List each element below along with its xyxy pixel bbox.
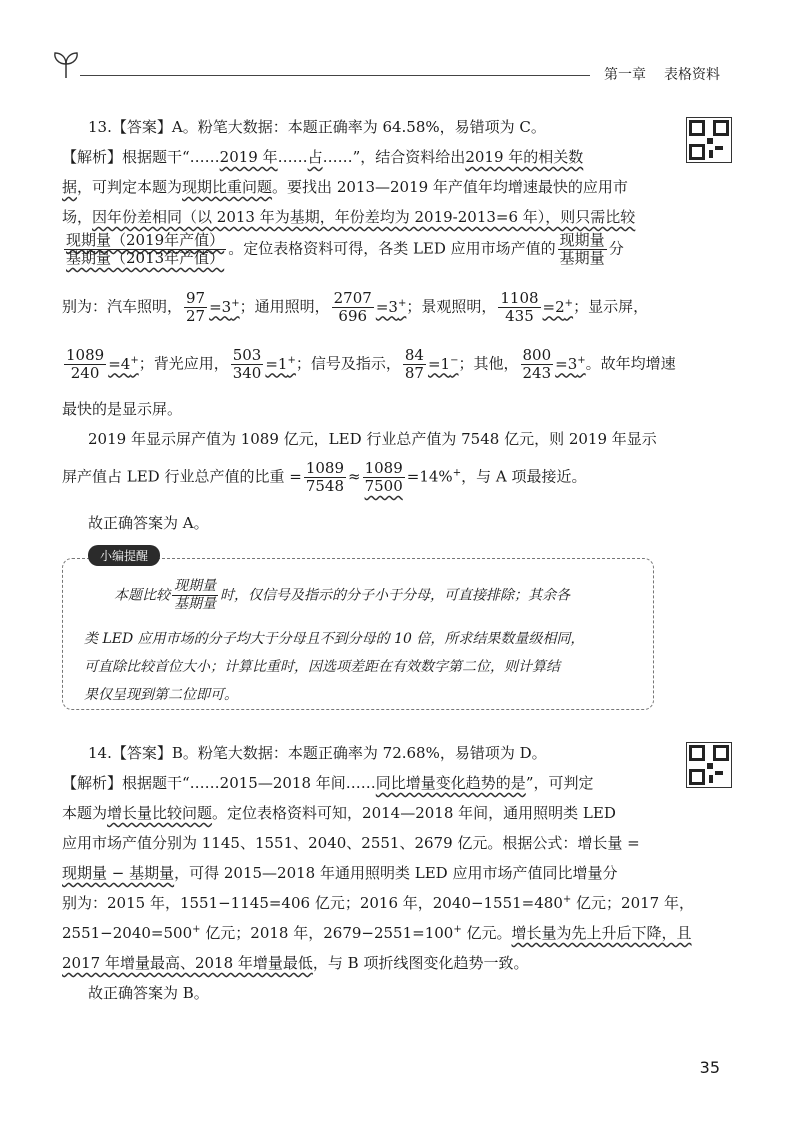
q14-analysis-line: 2551−2040=500+ 亿元；2018 年，2679−2551=100+ 亿元。增长量为先上升后下降，且 xyxy=(62,924,692,942)
q14-analysis-line: 【解析】根据题干“……2015—2018 年间……同比增量变化趋势的是”，可判定 xyxy=(62,774,594,792)
qr-code-icon[interactable] xyxy=(686,742,732,788)
q13-answer-line: 13.【答案】A。粉笔大数据：本题正确率为 64.58%，易错项为 C。 xyxy=(88,118,546,136)
q14-analysis-line: 2017 年增量最高、2018 年增量最低，与 B 项折线图变化趋势一致。 xyxy=(62,954,529,972)
q13-analysis-line: 场，因年份差相同（以 2013 年为基期，年份差均为 2019-2013=6 年），则只需比较 xyxy=(62,208,636,226)
q14-analysis-line: 现期量 − 基期量，可得 2015—2018 年通用照明类 LED 应用市场产值同比增量分 xyxy=(62,864,618,882)
chapter-header xyxy=(586,64,720,84)
q14-analysis-line: 本题为增长量比较问题。定位表格资料可知，2014—2018 年间，通用照明类 LED xyxy=(62,804,616,822)
q13-analysis-line: $\frac{\text{现期量（2019年产值）}}{\text{基期量（2013年产值）}}$ 。定位表格资料可得，各类 LED 应用市场产值的 $\frac{\text{现期量}}{\text{基期量}}$ 分 xyxy=(66,231,624,267)
chapter-title: 表格资料 xyxy=(664,67,720,83)
tip-label: 小编提醒 xyxy=(88,545,160,566)
tip-text-line: 类 LED 应用市场的分子均大于分母且不到分母的 10 倍，所求结果数量级相同， xyxy=(84,631,585,647)
q13-analysis-line: 屏产值占 LED 行业总产值的比重 = $\frac{1089}{7548}$ ≈ $\frac{1089}{7500}$ =14%+，与 A 项最接近。 xyxy=(62,459,587,495)
qr-code-icon[interactable] xyxy=(686,117,732,163)
q14-analysis-line: 别为：2015 年，1551−1145=406 亿元；2016 年，2040−1551=480+ 亿元；2017 年， xyxy=(62,894,694,912)
q13-analysis-line: 别为：汽车照明， $\frac{97}{27}$ =3+；通用照明， $\frac{2707}{696}$ =3+；景观照明， $\frac{1108}{435}$ =2+；显示屏， xyxy=(62,289,649,325)
page-number: 35 xyxy=(699,1058,720,1077)
q14-analysis-line: 应用市场产值分别为 1145、1551、2040、2551、2679 亿元。根据公式：增长量 = xyxy=(62,834,640,852)
q13-analysis-line: $\frac{1089}{240}$ =4+；背光应用， $\frac{503}{340}$ =1+；信号及指示， $\frac{84}{87}$ =1−；其他， $\frac{800}{243}$ =3+。故年均增速 xyxy=(66,346,676,382)
header-rule xyxy=(80,75,590,76)
tip-text-line: 本题比较 $\frac{\text{现期量}}{\text{基期量}}$ 时，仅信号及指示的分子小于分母，可直接排除；其余各 xyxy=(114,578,570,612)
q13-analysis-line: 据，可判定本题为现期比重问题。要找出 2013—2019 年产值年均增速最快的应用市 xyxy=(62,178,628,196)
leaf-logo-icon xyxy=(50,50,82,80)
fraction: $\frac{\text{现期量（2019年产值）}}{\text{基期量（2013年产值）}}$ xyxy=(66,231,225,267)
q14-conclusion: 故正确答案为 B。 xyxy=(88,984,209,1002)
tip-text-line: 可直除比较首位大小；计算比重时，因选项差距在有效数字第二位，则计算结 xyxy=(84,659,560,675)
tip-text-line: 果仅呈现到第二位即可。 xyxy=(84,687,238,703)
q13-analysis-line: 最快的是显示屏。 xyxy=(62,400,183,418)
chapter-number: 第一章 xyxy=(604,67,646,83)
q13-analysis-line: 2019 年显示屏产值为 1089 亿元，LED 行业总产值为 7548 亿元，则 2019 年显示 xyxy=(88,430,657,448)
q13-conclusion: 故正确答案为 A。 xyxy=(88,514,209,532)
q14-answer-line: 14.【答案】B。粉笔大数据：本题正确率为 72.68%，易错项为 D。 xyxy=(88,744,547,762)
q13-analysis-line: 【解析】根据题干“……2019 年……占……”，结合资料给出2019 年的相关数 xyxy=(62,148,584,166)
fraction: $\frac{\text{现期量}}{\text{基期量}}$ xyxy=(559,231,605,267)
